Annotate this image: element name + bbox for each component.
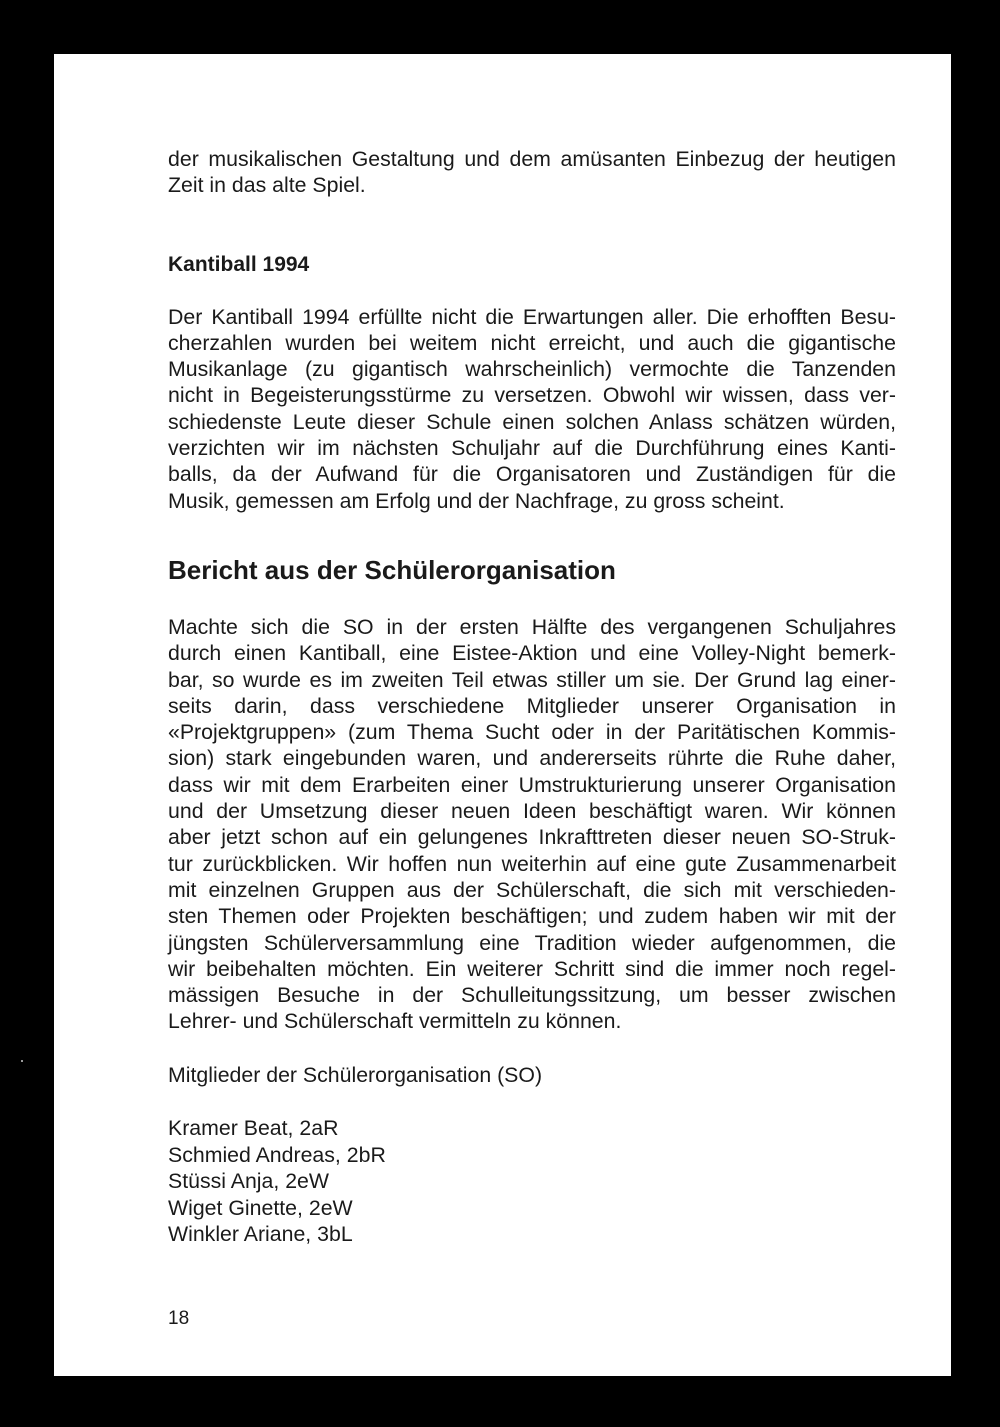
- member-name: Winkler Ariane, 3bL: [168, 1222, 353, 1247]
- scan-speck: [21, 1060, 23, 1062]
- member-name: Schmied Andreas, 2bR: [168, 1142, 386, 1167]
- bericht-line: wir beibehalten möchten. Ein weiterer Schritt sind die immer noch regel-: [168, 956, 896, 981]
- members-list: [168, 1115, 896, 1248]
- bericht-line: jüngsten Schülerversammlung eine Tradition wieder aufgenommen, die: [168, 930, 896, 955]
- kantiball-line: verzichten wir im nächsten Schuljahr auf die Durchführung eines Kanti-: [168, 436, 896, 461]
- kantiball-line: nicht in Begeisterungsstürme zu versetzen. Obwohl wir wissen, dass ver-: [168, 383, 896, 408]
- member-name: Wiget Ginette, 2eW: [168, 1195, 353, 1220]
- bericht-line: tur zurückblicken. Wir hoffen nun weiterhin auf eine gute Zusammenarbeit: [168, 851, 896, 876]
- bericht-line: seits darin, dass verschiedene Mitglieder unserer Organisation in: [168, 693, 896, 718]
- bericht-line: bar, so wurde es im zweiten Teil etwas stiller um sie. Der Grund lag einer-: [168, 667, 896, 692]
- bericht-line: aber jetzt schon auf ein gelungenes Inkrafttreten dieser neuen SO-Struk-: [168, 825, 896, 850]
- bericht-paragraph: [168, 614, 896, 1035]
- bericht-line: durch einen Kantiball, eine Eistee-Aktion und eine Volley-Night bemerk-: [168, 641, 896, 666]
- bericht-line: Lehrer- und Schülerschaft vermitteln zu können.: [168, 1009, 622, 1034]
- bericht-line: Machte sich die SO in der ersten Hälfte des vergangenen Schuljahres: [168, 614, 896, 639]
- member-name: Kramer Beat, 2aR: [168, 1116, 339, 1141]
- bericht-heading: Bericht aus der Schülerorganisation: [168, 554, 616, 585]
- intro-line: Zeit in das alte Spiel.: [168, 173, 366, 198]
- kantiball-line: balls, da der Aufwand für die Organisatoren und Zuständigen für die: [168, 462, 896, 487]
- bericht-line: sion) stark eingebunden waren, und andererseits rührte die Ruhe daher,: [168, 746, 896, 771]
- kantiball-paragraph: [168, 304, 896, 514]
- kantiball-line: Musik, gemessen am Erfolg und der Nachfrage, zu gross scheint.: [168, 488, 785, 513]
- kantiball-heading: Kantiball 1994: [168, 252, 310, 276]
- bericht-line: mit einzelnen Gruppen aus der Schülerschaft, die sich mit verschieden-: [168, 877, 896, 902]
- bericht-line: «Projektgruppen» (zum Thema Sucht oder in der Paritätischen Kommis-: [168, 720, 896, 745]
- members-title: Mitglieder der Schülerorganisation (SO): [168, 1062, 543, 1087]
- bericht-line: und der Umsetzung dieser neuen Ideen beschäftigt waren. Wir können: [168, 799, 896, 824]
- document-page: [54, 54, 951, 1376]
- kantiball-line: Der Kantiball 1994 erfüllte nicht die Erwartungen aller. Die erhofften Besu-: [168, 304, 896, 329]
- bericht-line: sten Themen oder Projekten beschäftigen; und zudem haben wir mit der: [168, 904, 896, 929]
- bericht-line: dass wir mit dem Erarbeiten einer Umstrukturierung unserer Organisation: [168, 772, 896, 797]
- intro-line: der musikalischen Gestaltung und dem amüsanten Einbezug der heutigen: [168, 147, 896, 171]
- member-name: Stüssi Anja, 2eW: [168, 1169, 329, 1194]
- intro-paragraph: [168, 146, 896, 199]
- bericht-line: mässigen Besuche in der Schulleitungssitzung, um besser zwischen: [168, 983, 896, 1008]
- page-number: 18: [168, 1308, 190, 1329]
- kantiball-line: cherzahlen wurden bei weitem nicht erreicht, und auch die gigantische: [168, 330, 896, 355]
- page-content: [168, 146, 896, 1248]
- kantiball-line: schiedenste Leute dieser Schule einen solchen Anlass schätzen würden,: [168, 409, 896, 434]
- kantiball-line: Musikanlage (zu gigantisch wahrscheinlich) vermochte die Tanzenden: [168, 357, 896, 382]
